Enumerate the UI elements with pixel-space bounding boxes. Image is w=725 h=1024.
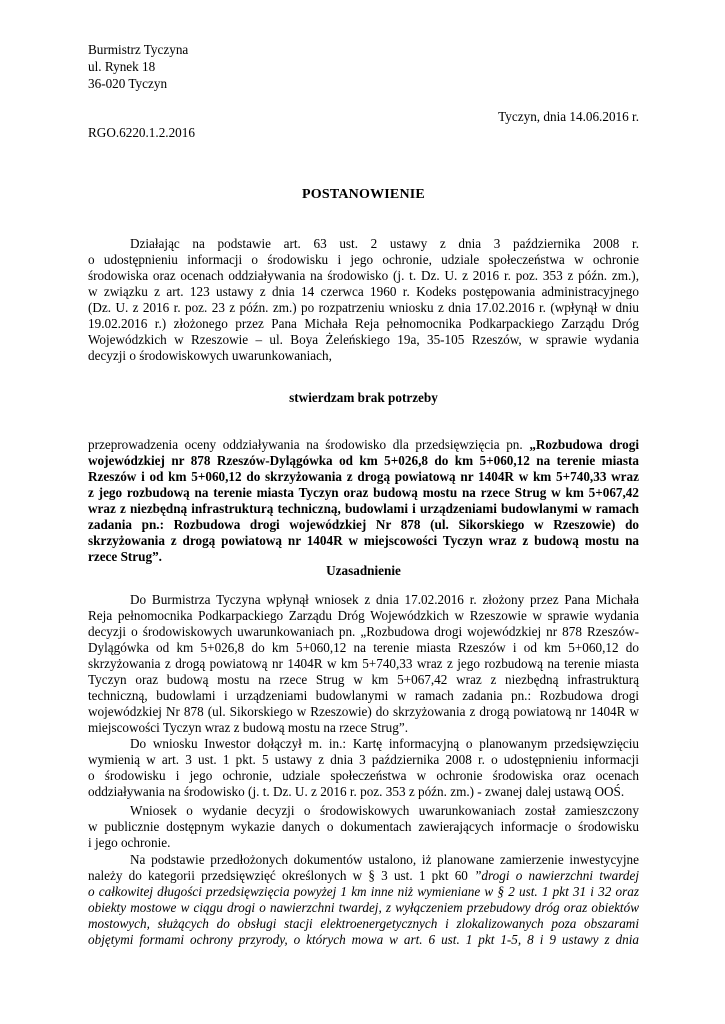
justification-line: obiekty mostowe w ciągu drogi o nawierzchni twardej, z wyłączeniem przebudowy dróg oraz obiektów xyxy=(88,900,639,915)
justification-line: mostowych, służących do obsługi stacji elektroenergetycznych i zlokalizowanych poza obszarami xyxy=(88,916,639,931)
justification-line: decyzji o środowiskowych uwarunkowaniach pn. „Rozbudowa drogi wojewódzkiej nr 878 Rzeszów- xyxy=(88,624,639,639)
justification-italic-text: ”drogi o nawierzchni twardej xyxy=(474,868,639,883)
justification-line: wymienią w art. 3 ust. 1 pkt. 5 ustawy z dnia 3 października 2008 r. o udostępnieniu informacji xyxy=(88,752,639,767)
justification-line: miejscowości Tyczyn wraz z budową mostu na rzece Strug”. xyxy=(88,720,408,735)
justification-line: i jego ochronie. xyxy=(88,835,171,850)
sender-name: Burmistrz Tyczyna xyxy=(88,42,189,57)
justification-line: Na podstawie przedłożonych dokumentów ustalono, iż planowane zamierzenie inwestycyjne xyxy=(130,852,639,867)
date-line: Tyczyn, dnia 14.06.2016 r. xyxy=(498,109,639,124)
decision-line: zadania pn.: Rozbudowa drogi wojewódzkiej Nr 878 (ul. Sikorskiego w Rzeszowie) do xyxy=(88,517,639,532)
intro-line: Działając na podstawie art. 63 ust. 2 ustawy z dnia 3 października 2008 r. xyxy=(130,236,639,251)
sender-city: 36-020 Tyczyn xyxy=(88,76,168,91)
justification-line xyxy=(88,868,639,884)
decision-line: skrzyżowania z drogą powiatową nr 1404R w miejscowości Tyczyn wraz z budową mostu na xyxy=(88,533,639,548)
justification-line: oddziaływania na środowisko (j. t. Dz. U. z 2016 r. poz. 353 z późn. zm.) - zwanej dalej ustawą OOŚ. xyxy=(88,784,625,799)
justification-line: Reja pełnomocnika Podkarpackiego Zarządu Dróg Wojewódzkich w Rzeszowie w sprawie wydania xyxy=(88,608,639,623)
justification-line: o środowisku i jego ochronie, udziale społeczeństwa w ochronie środowiska oraz ocenach xyxy=(88,768,639,783)
intro-line: 19.02.2016 r.) złożonego przez Pana Michała Reja pełnomocnika Podkarpackiego Zarządu Dróg xyxy=(88,316,639,331)
decision-plain-text: przeprowadzenia oceny oddziaływania na środowisko dla przedsięwzięcia pn. xyxy=(88,437,530,452)
document-title: POSTANOWIENIE xyxy=(302,187,425,202)
justification-heading: Uzasadnienie xyxy=(326,563,401,578)
justification-line: wojewódzkiej Nr 878 (ul. Sikorskiego w Rzeszowie) do skrzyżowania z drogą powiatową nr 1404R w xyxy=(88,704,639,719)
justification-line: Dylągówka od km 5+026,8 do km 5+060,12 na terenie miasta Rzeszów i od km 5+060,12 do xyxy=(88,640,639,655)
intro-line: w związku z art. 123 ustawy z dnia 14 czerwca 1960 r. Kodeks postępowania administracyjnego xyxy=(88,284,639,299)
decision-line: Rzeszów i od km 5+060,12 do skrzyżowania z drogą powiatową nr 1404R w km 5+740,33 wraz xyxy=(88,469,639,484)
justification-line: Do wniosku Inwestor dołączył m. in.: Kartę informacyjną o planowanym przedsięwzięciu xyxy=(130,736,639,751)
justification-line: Tyczyn oraz budową mostu na rzece Strug w km 5+067,42 wraz z niezbędną infrastrukturą xyxy=(88,672,639,687)
justification-line: o całkowitej długości przedsięwzięcia powyżej 1 km inne niż wymieniane w § 2 ust. 1 pkt 31 i 32 oraz xyxy=(88,884,639,899)
decision-line: rzece Strug”. xyxy=(88,549,162,564)
justification-line: Wniosek o wydanie decyzji o środowiskowych uwarunkowaniach został zamieszczony xyxy=(130,803,639,818)
decision-line: wojewódzkiej nr 878 Rzeszów-Dylągówka od km 5+026,8 do km 5+060,12 na terenie miasta xyxy=(88,453,639,468)
justification-line: skrzyżowania z drogą powiatową nr 1404R w km 5+740,33 wraz z jego rozbudową na terenie miasta xyxy=(88,656,639,671)
intro-line: decyzji o środowiskowych uwarunkowaniach, xyxy=(88,348,332,363)
decision-line xyxy=(88,437,639,453)
reference-number: RGO.6220.1.2.2016 xyxy=(88,125,195,140)
decision-line: z jego rozbudową na terenie miasta Tyczyn oraz budową mostu na rzece Strug w km 5+067,42 xyxy=(88,485,639,500)
sender-street: ul. Rynek 18 xyxy=(88,59,156,74)
justification-line: techniczną, budowlami i urządzeniami budowlanymi w ramach zadania pn.: Rozbudowa drogi xyxy=(88,688,639,703)
intro-line: Wojewódzkich w Rzeszowie – ul. Boya Żeleńskiego 19a, 35-105 Rzeszów, w sprawie wydania xyxy=(88,332,639,347)
intro-line: środowiska oraz ocenach oddziaływania na środowisko (j. t. Dz. U. z 2016 r. poz. 353 z późn. zm.), xyxy=(88,268,639,283)
justification-line: w publicznie dostępnym wykazie danych o dokumentach zawierających informacje o środowisku xyxy=(88,819,639,834)
decision-heading: stwierdzam brak potrzeby xyxy=(289,390,438,405)
justification-plain-text: należy do kategorii przedsięwzięć określonych w § 3 ust. 1 pkt 60 xyxy=(88,868,475,883)
intro-line: (Dz. U. z 2016 r. poz. 23 z późn. zm.) po rozpatrzeniu wniosku z dnia 17.02.2016 r. (wpłynął w dniu xyxy=(88,300,639,315)
intro-line: o udostępnieniu informacji o środowisku i jego ochronie, udziale społeczeństwa w ochronie xyxy=(88,252,639,267)
justification-line: objętymi formami ochrony przyrody, o których mowa w art. 6 ust. 1 pkt 1-5, 8 i 9 ustawy z dnia xyxy=(88,932,639,947)
decision-line: wraz z niezbędną infrastrukturą techniczną, budowlami i urządzeniami budowlanymi w ramach xyxy=(88,501,639,516)
justification-line: Do Burmistrza Tyczyna wpłynął wniosek z dnia 17.02.2016 r. złożony przez Pana Michała xyxy=(130,592,639,607)
decision-bold-text: „Rozbudowa drogi xyxy=(529,437,639,452)
